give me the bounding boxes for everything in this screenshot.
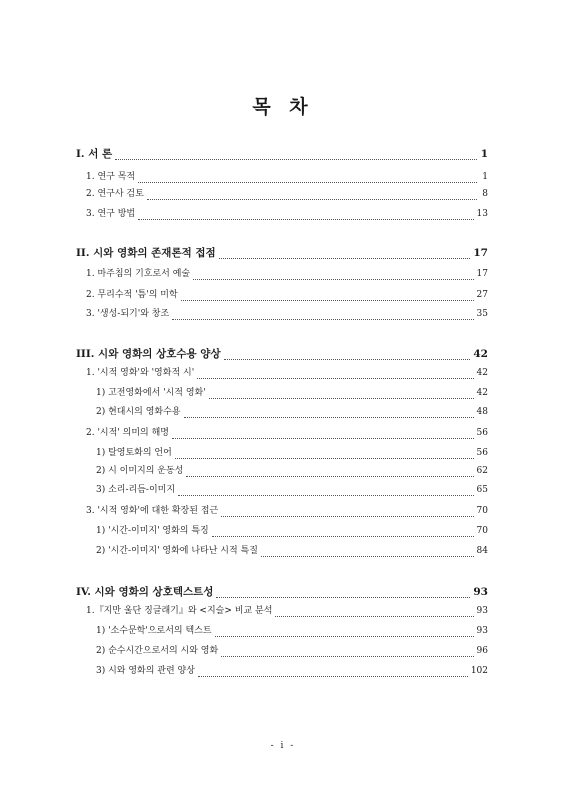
toc-entry-label: 3. '시적 영화'에 대한 확장된 접근 <box>86 506 219 516</box>
toc-entry[interactable] <box>76 543 488 561</box>
toc-entry[interactable] <box>76 169 488 187</box>
toc-entry[interactable] <box>76 482 488 500</box>
toc-entry-label: 3. '생성-되기'와 창조 <box>86 309 170 319</box>
toc-entry-page: 1 <box>482 172 488 182</box>
toc-entry[interactable] <box>76 663 488 681</box>
toc-entry-page: 17 <box>476 269 488 279</box>
toc-entry-label: I. 서 론 <box>76 148 113 160</box>
toc-entry[interactable] <box>76 245 488 263</box>
dot-leader <box>172 437 474 439</box>
dot-leader <box>138 181 477 183</box>
dot-leader <box>209 397 474 399</box>
page-number: - i - <box>270 741 296 751</box>
toc-entry-label: 2. 연구사 검토 <box>86 189 144 199</box>
toc-entry-label: 3) 소리-리듬-이미지 <box>96 485 176 495</box>
toc-entry-page: 42 <box>476 368 488 378</box>
dot-leader <box>198 675 468 677</box>
toc-entry-page: 70 <box>476 506 488 516</box>
toc-entry-label: 2) 현대시의 영화수용 <box>96 407 181 417</box>
toc-entry-page: 93 <box>476 626 488 636</box>
dot-leader <box>181 299 474 301</box>
toc-entry[interactable] <box>76 306 488 324</box>
toc-entry-label: II. 시와 영화의 존재론적 접점 <box>76 247 216 259</box>
toc-entry-page: 27 <box>476 290 488 300</box>
dot-leader <box>215 635 474 637</box>
toc-entry-page: 56 <box>476 448 488 458</box>
toc-entry-page: 93 <box>476 606 488 616</box>
toc-entry-label: 1) '소수문학'으로서의 텍스트 <box>96 626 212 636</box>
toc-entry[interactable] <box>76 365 488 383</box>
toc-entry-page: 70 <box>476 526 488 536</box>
toc-entry-page: 17 <box>473 247 488 259</box>
toc-entry-page: 65 <box>476 485 488 495</box>
dot-leader <box>221 655 473 657</box>
dot-leader <box>216 596 470 598</box>
toc-entry-label: 1. 마주침의 기호로서 예술 <box>86 269 191 279</box>
toc-entry-page: 102 <box>470 666 488 676</box>
dot-leader <box>193 278 473 280</box>
toc-entry[interactable] <box>76 523 488 541</box>
toc-entry-label: 1) 고전영화에서 '시적 영화' <box>96 388 206 398</box>
toc-entry-page: 62 <box>476 466 488 476</box>
toc-entry-label: 1) '시간-이미지' 영화의 특징 <box>96 526 209 536</box>
dot-leader <box>178 494 474 496</box>
toc-entry[interactable] <box>76 643 488 661</box>
toc-entry-page: 42 <box>473 348 488 360</box>
toc-entry-page: 13 <box>476 209 488 219</box>
dot-leader <box>184 416 474 418</box>
page-title: 목 차 <box>252 96 314 118</box>
toc-entry[interactable] <box>76 425 488 443</box>
dot-leader <box>275 615 473 617</box>
dot-leader <box>221 515 473 517</box>
toc-entry-page: 96 <box>476 646 488 656</box>
dot-leader <box>261 555 474 557</box>
dot-leader <box>219 257 471 259</box>
toc-entry-page: 56 <box>476 428 488 438</box>
toc-entry-page: 84 <box>476 546 488 556</box>
toc-entry[interactable] <box>76 146 488 164</box>
toc-entry[interactable] <box>76 445 488 463</box>
toc-entry[interactable] <box>76 206 488 224</box>
toc-entry-label: 2) '시간-이미지' 영화에 나타난 시적 특질 <box>96 546 258 556</box>
toc-entry[interactable] <box>76 346 488 364</box>
toc-entry-page: 1 <box>480 148 488 160</box>
dot-leader <box>147 198 477 200</box>
dot-leader <box>224 358 471 360</box>
toc-entry-label: 1. 연구 목적 <box>86 172 136 182</box>
toc-entry-label: 2) 순수시간으로서의 시와 영화 <box>96 646 219 656</box>
toc-entry[interactable] <box>76 603 488 621</box>
dot-leader <box>115 158 477 160</box>
toc-entry[interactable] <box>76 584 488 602</box>
dot-leader <box>186 475 473 477</box>
toc-entry-label: 2) 시 이미지의 운동성 <box>96 466 184 476</box>
toc-entry-label: 2. 무리수적 '틈'의 미학 <box>86 290 178 300</box>
toc-entry-label: 2. '시적' 의미의 해명 <box>86 428 169 438</box>
toc-entry[interactable] <box>76 186 488 204</box>
toc-entry-page: 93 <box>473 586 488 598</box>
toc-entry-label: 3) 시와 영화의 관련 양상 <box>96 666 195 676</box>
toc-entry-label: 3. 연구 방법 <box>86 209 136 219</box>
toc-entry-label: 1) 탈영토화의 언어 <box>96 448 172 458</box>
toc-entry[interactable] <box>76 623 488 641</box>
toc-entry[interactable] <box>76 503 488 521</box>
dot-leader <box>175 457 474 459</box>
toc-entry-label: 1.『지만 울단 징글래기』와 <지슬> 비교 분석 <box>86 606 273 616</box>
toc-entry-label: III. 시와 영화의 상호수용 양상 <box>76 348 221 360</box>
toc-entry[interactable] <box>76 287 488 305</box>
toc-entry-label: 1. '시적 영화'와 '영화적 시' <box>86 368 195 378</box>
dot-leader <box>172 318 473 320</box>
dot-leader <box>138 218 473 220</box>
dot-leader <box>197 377 473 379</box>
toc-entry-page: 35 <box>476 309 488 319</box>
toc-entry-page: 8 <box>482 189 488 199</box>
toc-entry[interactable] <box>76 266 488 284</box>
toc-entry-label: IV. 시와 영화의 상호텍스트성 <box>76 586 214 598</box>
toc-entry-page: 42 <box>476 388 488 398</box>
toc-entry[interactable] <box>76 404 488 422</box>
toc-entry[interactable] <box>76 385 488 403</box>
toc-entry-page: 48 <box>476 407 488 417</box>
dot-leader <box>212 535 474 537</box>
toc-entry[interactable] <box>76 463 488 481</box>
